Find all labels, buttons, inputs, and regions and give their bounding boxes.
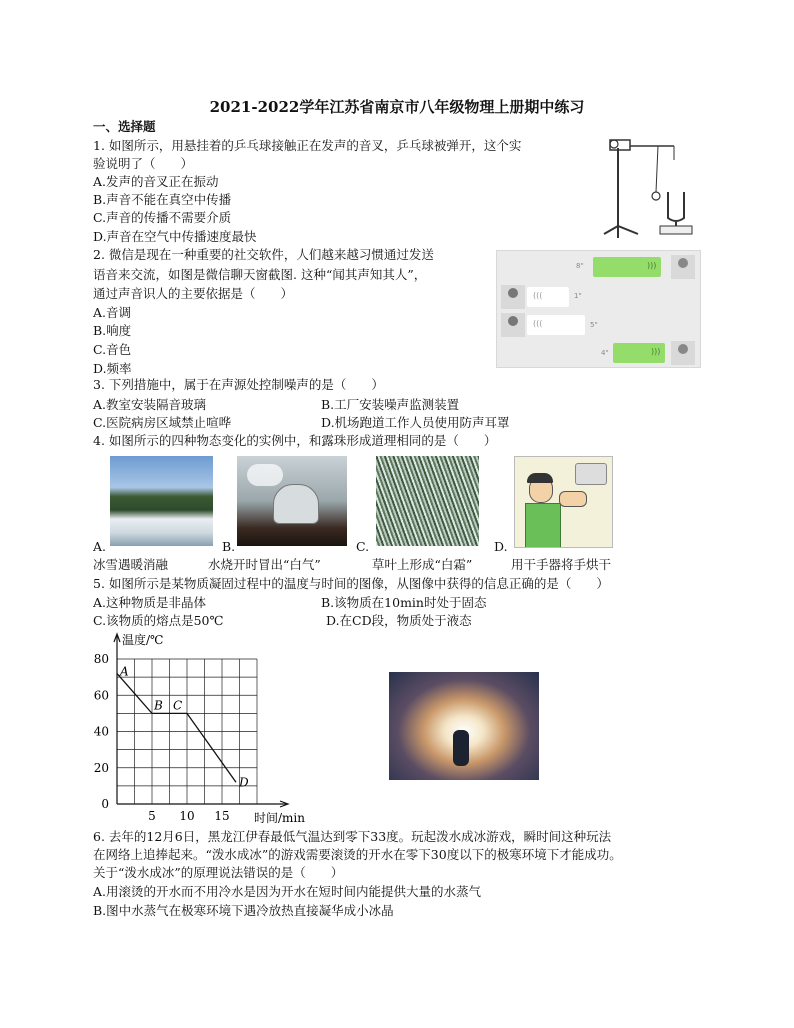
- q4-letter-b: B.: [222, 539, 236, 554]
- q3-option-a: A.教室安装隔音玻璃: [93, 397, 207, 412]
- cooling-curve-chart: [86, 628, 326, 828]
- q3-option-b: B.工厂安装噪声监测装置: [321, 397, 460, 412]
- q2-option-c: C.音色: [93, 342, 132, 357]
- x-axis-label: 时间/min: [254, 811, 305, 825]
- q6-stem-line3: 关于“泼水成冰”的原理说法错误的是（ ）: [93, 865, 344, 880]
- q4-caption-d: 用干手器将手烘干: [511, 557, 612, 572]
- voice-duration-1: 8": [576, 262, 584, 270]
- q2-option-b: B.响度: [93, 323, 132, 338]
- y-tick-label: 60: [93, 688, 109, 703]
- q6-option-a: A.用滚烫的开水而不用冷水是因为开水在短时间内能提供大量的水蒸气: [93, 884, 482, 899]
- q2-stem-line1: 2. 微信是现在一种重要的社交软件，人们越来越习惯通过发送: [93, 247, 434, 262]
- point-label-a: A: [120, 664, 129, 679]
- x-tick-label: 5: [148, 809, 156, 823]
- page-title: 2021-2022学年江苏省南京市八年级物理上册期中练习: [209, 98, 585, 116]
- q6-option-b: B.图中水蒸气在极寒环境下遇冷放热直接凝华成小冰晶: [93, 903, 394, 918]
- q4-letter-d: D.: [494, 539, 508, 554]
- point-label-d: D: [239, 775, 249, 790]
- wechat-chat-figure: ))) 8" ((( 1" ((( 5" ))) 4": [496, 250, 701, 368]
- point-label-c: C: [173, 698, 183, 713]
- q1-option-d: D.声音在空气中传播速度最快: [93, 229, 257, 244]
- y-tick-label: 0: [101, 797, 109, 811]
- q4-letter-c: C.: [356, 539, 370, 554]
- avatar: [671, 341, 695, 365]
- voice-duration-3: 5": [590, 321, 598, 329]
- section-heading: 一、选择题: [93, 119, 156, 134]
- snow-melting-photo: [110, 456, 213, 546]
- q1-option-a: A.发声的音叉正在振动: [93, 174, 219, 189]
- voice-duration-4: 4": [601, 349, 609, 357]
- frost-grass-photo: [376, 456, 479, 546]
- q4-caption-a: 冰雪遇暖消融: [93, 557, 169, 572]
- q2-option-a: A.音调: [93, 305, 132, 320]
- y-tick-label: 20: [93, 760, 109, 775]
- tuning-fork-figure: [598, 130, 698, 242]
- q3-stem: 3. 下列措施中，属于在声源处控制噪声的是（ ）: [93, 377, 384, 392]
- q5-option-c: C.该物质的熔点是50℃: [93, 613, 224, 628]
- q5-option-d: D.在CD段，物质处于液态: [326, 613, 472, 628]
- q4-caption-c: 草叶上形成“白霜”: [372, 557, 473, 572]
- q2-stem-line2: 语音来交流，如图是微信聊天窗截图. 这种“闻其声知其人”，: [93, 267, 427, 282]
- kettle-steam-photo: [237, 456, 347, 546]
- q4-caption-b: 水烧开时冒出“白气”: [208, 557, 321, 572]
- q2-stem-line3: 通过声音识人的主要依据是（ ）: [93, 286, 294, 301]
- q5-stem: 5. 如图所示是某物质凝固过程中的温度与时间的图像，从图像中获得的信息正确的是（ ）: [93, 576, 609, 591]
- avatar: [501, 285, 525, 309]
- q5-option-b: B.该物质在10min时处于固态: [321, 595, 487, 610]
- q2-option-d: D.频率: [93, 361, 132, 376]
- q6-stem-line2: 在网络上追捧起来。“泼水成冰”的游戏需要滚烫的开水在零下30度以下的极寒环境下才能成功。: [93, 847, 622, 862]
- q5-option-a: A.这种物质是非晶体: [93, 595, 207, 610]
- q1-option-b: B.声音不能在真空中传播: [93, 192, 232, 207]
- point-label-b: B: [154, 698, 163, 713]
- x-tick-label: 15: [214, 809, 230, 823]
- hand-dryer-figure: [514, 456, 613, 548]
- avatar: [501, 313, 525, 337]
- temperature-curve: [117, 674, 236, 783]
- q4-letter-a: A.: [93, 539, 107, 554]
- q4-stem: 4. 如图所示的四种物态变化的实例中，和露珠形成道理相同的是（ ）: [93, 433, 497, 448]
- y-tick-label: 40: [93, 724, 109, 739]
- x-tick-label: 10: [179, 809, 195, 823]
- q6-stem-line1: 6. 去年的12月6日，黑龙江伊春最低气温达到零下33度。玩起泼水成冰游戏，瞬时间这种玩法: [93, 829, 612, 844]
- y-tick-label: 80: [93, 652, 109, 666]
- avatar: [671, 255, 695, 279]
- voice-duration-2: 1": [574, 292, 582, 300]
- q3-option-d: D.机场跑道工作人员使用防声耳罩: [321, 415, 510, 430]
- splash-ice-photo: [389, 672, 539, 780]
- q1-option-c: C.声音的传播不需要介质: [93, 210, 232, 225]
- q1-stem-line1: 1. 如图所示，用悬挂着的乒乓球接触正在发声的音叉，乒乓球被弹开，这个实: [93, 138, 522, 153]
- q1-stem-line2: 验说明了（ ）: [93, 156, 194, 171]
- q3-option-c: C.医院病房区域禁止喧哗: [93, 415, 232, 430]
- y-axis-label: 温度/℃: [122, 633, 164, 647]
